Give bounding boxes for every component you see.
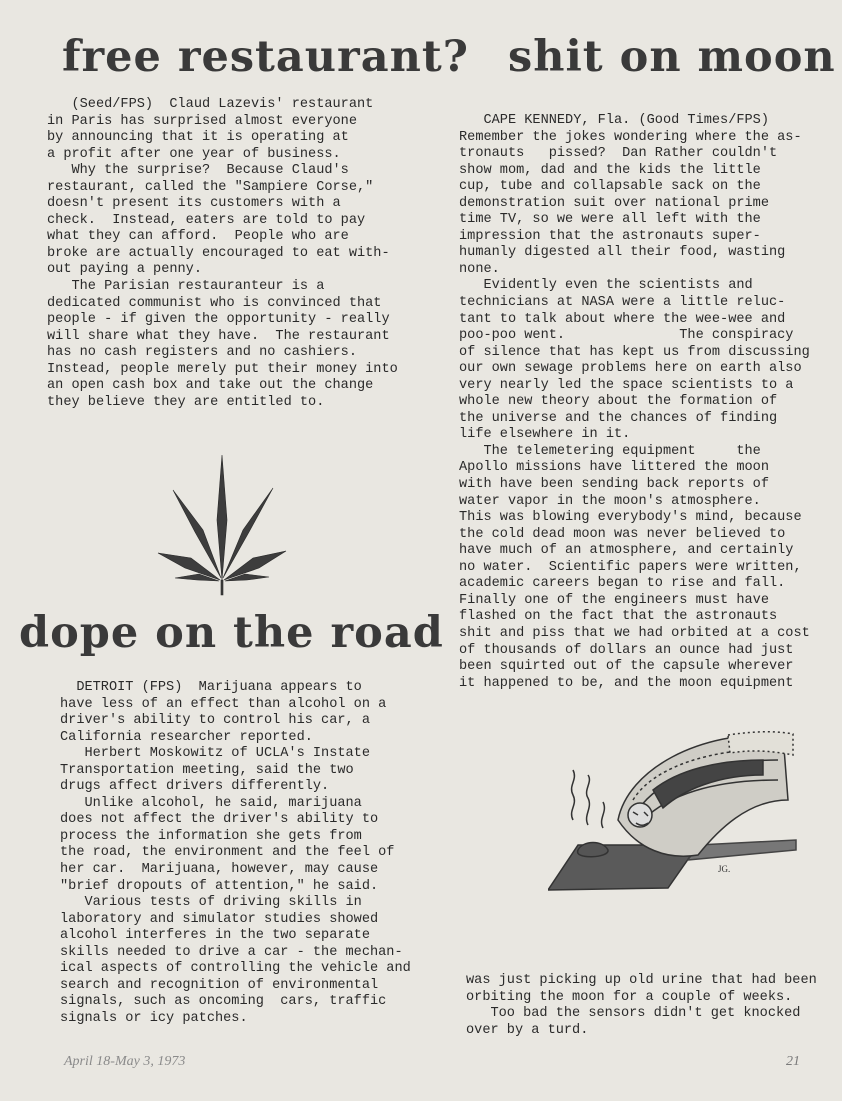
article-line: very nearly led the space scientists to a [459, 377, 794, 393]
article-line: demonstration suit over national prime [459, 195, 769, 211]
article-line: tronauts pissed? Dan Rather couldn't [459, 146, 778, 162]
article-line: with have been sending back reports of [459, 477, 769, 493]
article-free-restaurant-body [47, 97, 398, 411]
article-line: shit and piss that we had orbited at a cost [459, 625, 810, 641]
article-line: has no cash registers and no cashiers. [47, 345, 357, 361]
article-line: Unlike alcohol, he said, marijuana [60, 795, 362, 811]
footer-date: April 18-May 3, 1973 [64, 1054, 186, 1069]
article-line: orbiting the moon for a couple of weeks. [466, 989, 793, 1005]
article-line: This was blowing everybody's mind, because [459, 510, 802, 526]
article-line: California researcher reported. [60, 729, 313, 745]
headline-shit-on-moon: shit on moon [508, 32, 836, 82]
article-line: of silence that has kept us from discussing [459, 344, 810, 360]
article-line: laboratory and simulator studies showed [60, 911, 379, 927]
article-line: process the information she gets from [60, 828, 362, 844]
article-line: skills needed to drive a car - the mechan- [60, 944, 403, 960]
article-line: impression that the astronauts super- [459, 228, 761, 244]
article-line: by announcing that it is operating at [47, 130, 349, 146]
article-line: ical aspects of controlling the vehicle and [60, 961, 411, 977]
article-line: dedicated communist who is convinced that [47, 295, 382, 311]
article-line: an open cash box and take out the change [47, 378, 374, 394]
article-line: (Seed/FPS) Claud Lazevis' restaurant [47, 97, 374, 112]
article-line: Instead, people merely put their money into [47, 361, 398, 377]
article-line: drugs affect drivers differently. [60, 779, 330, 795]
article-line: poo-poo went. The conspiracy [459, 328, 794, 344]
article-shit-on-moon-body-bottom [466, 973, 817, 1039]
article-line: alcohol interferes in the two separate [60, 928, 370, 944]
article-line: her car. Marijuana, however, may cause [60, 862, 379, 878]
article-line: check. Instead, eaters are told to pay [47, 212, 366, 228]
article-line: flashed on the fact that the astronauts [459, 609, 778, 625]
article-line: no water. Scientific papers were written, [459, 559, 802, 575]
article-line: CAPE KENNEDY, Fla. (Good Times/FPS) [459, 113, 769, 128]
article-line: will share what they have. The restaurant [47, 328, 390, 344]
article-line: a profit after one year of business. [47, 146, 341, 162]
article-line: doesn't present its customers with a [47, 196, 341, 212]
page-number: 21 [786, 1054, 800, 1069]
article-line: our own sewage problems here on earth also [459, 361, 802, 377]
article-line: signals, such as oncoming cars, traffic [60, 994, 387, 1010]
article-line: Remember the jokes wondering where the as- [459, 129, 802, 145]
article-line: show mom, dad and the kids the little [459, 162, 761, 178]
article-line: tant to talk about where the wee-wee and [459, 311, 786, 327]
article-line: in Paris has surprised almost everyone [47, 113, 357, 129]
article-dope-on-the-road-body [60, 680, 411, 1027]
article-line: restaurant, called the "Sampiere Corse," [47, 179, 374, 195]
article-line: been squirted out of the capsule wherever [459, 659, 794, 675]
astronaut-cartoon-illustration [548, 720, 798, 895]
article-line: The telemetering equipment the [459, 443, 761, 459]
article-line: "brief dropouts of attention," he said. [60, 878, 379, 894]
article-line: whole new theory about the formation of [459, 394, 778, 410]
article-line: does not affect the driver's ability to [60, 812, 379, 828]
article-line: out paying a penny. [47, 262, 202, 278]
article-line: have much of an atmosphere, and certainly [459, 543, 794, 559]
cannabis-leaf-illustration [155, 450, 290, 600]
article-line: it happened to be, and the moon equipment [459, 675, 794, 691]
article-line: Why the surprise? Because Claud's [47, 163, 349, 179]
article-line: academic careers began to rise and fall. [459, 576, 786, 592]
article-line: search and recognition of environmental [60, 977, 379, 993]
article-line: broke are actually encouraged to eat with- [47, 245, 390, 261]
article-line: Evidently even the scientists and [459, 278, 753, 294]
article-line: the universe and the chances of finding [459, 410, 778, 426]
headline-free-restaurant: free restaurant? [62, 32, 469, 82]
headline-dope-on-the-road: dope on the road [19, 608, 444, 658]
article-line: water vapor in the moon's atmosphere. [459, 493, 761, 509]
article-line: the road, the environment and the feel of [60, 845, 395, 861]
article-line: over by a turd. [466, 1022, 589, 1038]
article-line: driver's ability to control his car, a [60, 713, 370, 729]
article-line: the cold dead moon was never believed to [459, 526, 786, 542]
article-line: none. [459, 261, 500, 277]
article-line: Transportation meeting, said the two [60, 762, 354, 778]
article-shit-on-moon-body-top [459, 113, 810, 692]
article-line: The Parisian restauranteur is a [47, 279, 325, 295]
article-line: of thousands of dollars an ounce had just [459, 642, 794, 658]
article-line: Herbert Moskowitz of UCLA's Instate [60, 746, 370, 762]
article-line: people - if given the opportunity - really [47, 312, 390, 328]
article-line: have less of an effect than alcohol on a [60, 696, 387, 712]
article-line: signals or icy patches. [60, 1010, 248, 1026]
article-line: Finally one of the engineers must have [459, 592, 769, 608]
article-line: Various tests of driving skills in [60, 895, 362, 911]
article-line: humanly digested all their food, wasting [459, 245, 786, 261]
article-line: what they can afford. People who are [47, 229, 349, 245]
article-line: time TV, so we were all left with the [459, 212, 761, 228]
article-line: was just picking up old urine that had been [466, 973, 817, 988]
article-line: DETROIT (FPS) Marijuana appears to [60, 680, 362, 695]
article-line: they believe they are entitled to. [47, 394, 325, 410]
illustration-signature: JG. [718, 864, 731, 874]
article-line: Too bad the sensors didn't get knocked [466, 1006, 801, 1022]
article-line: life elsewhere in it. [459, 427, 631, 443]
article-line: Apollo missions have littered the moon [459, 460, 769, 476]
article-line: cup, tube and collapsable sack on the [459, 179, 761, 195]
article-line: technicians at NASA were a little reluc- [459, 295, 786, 311]
